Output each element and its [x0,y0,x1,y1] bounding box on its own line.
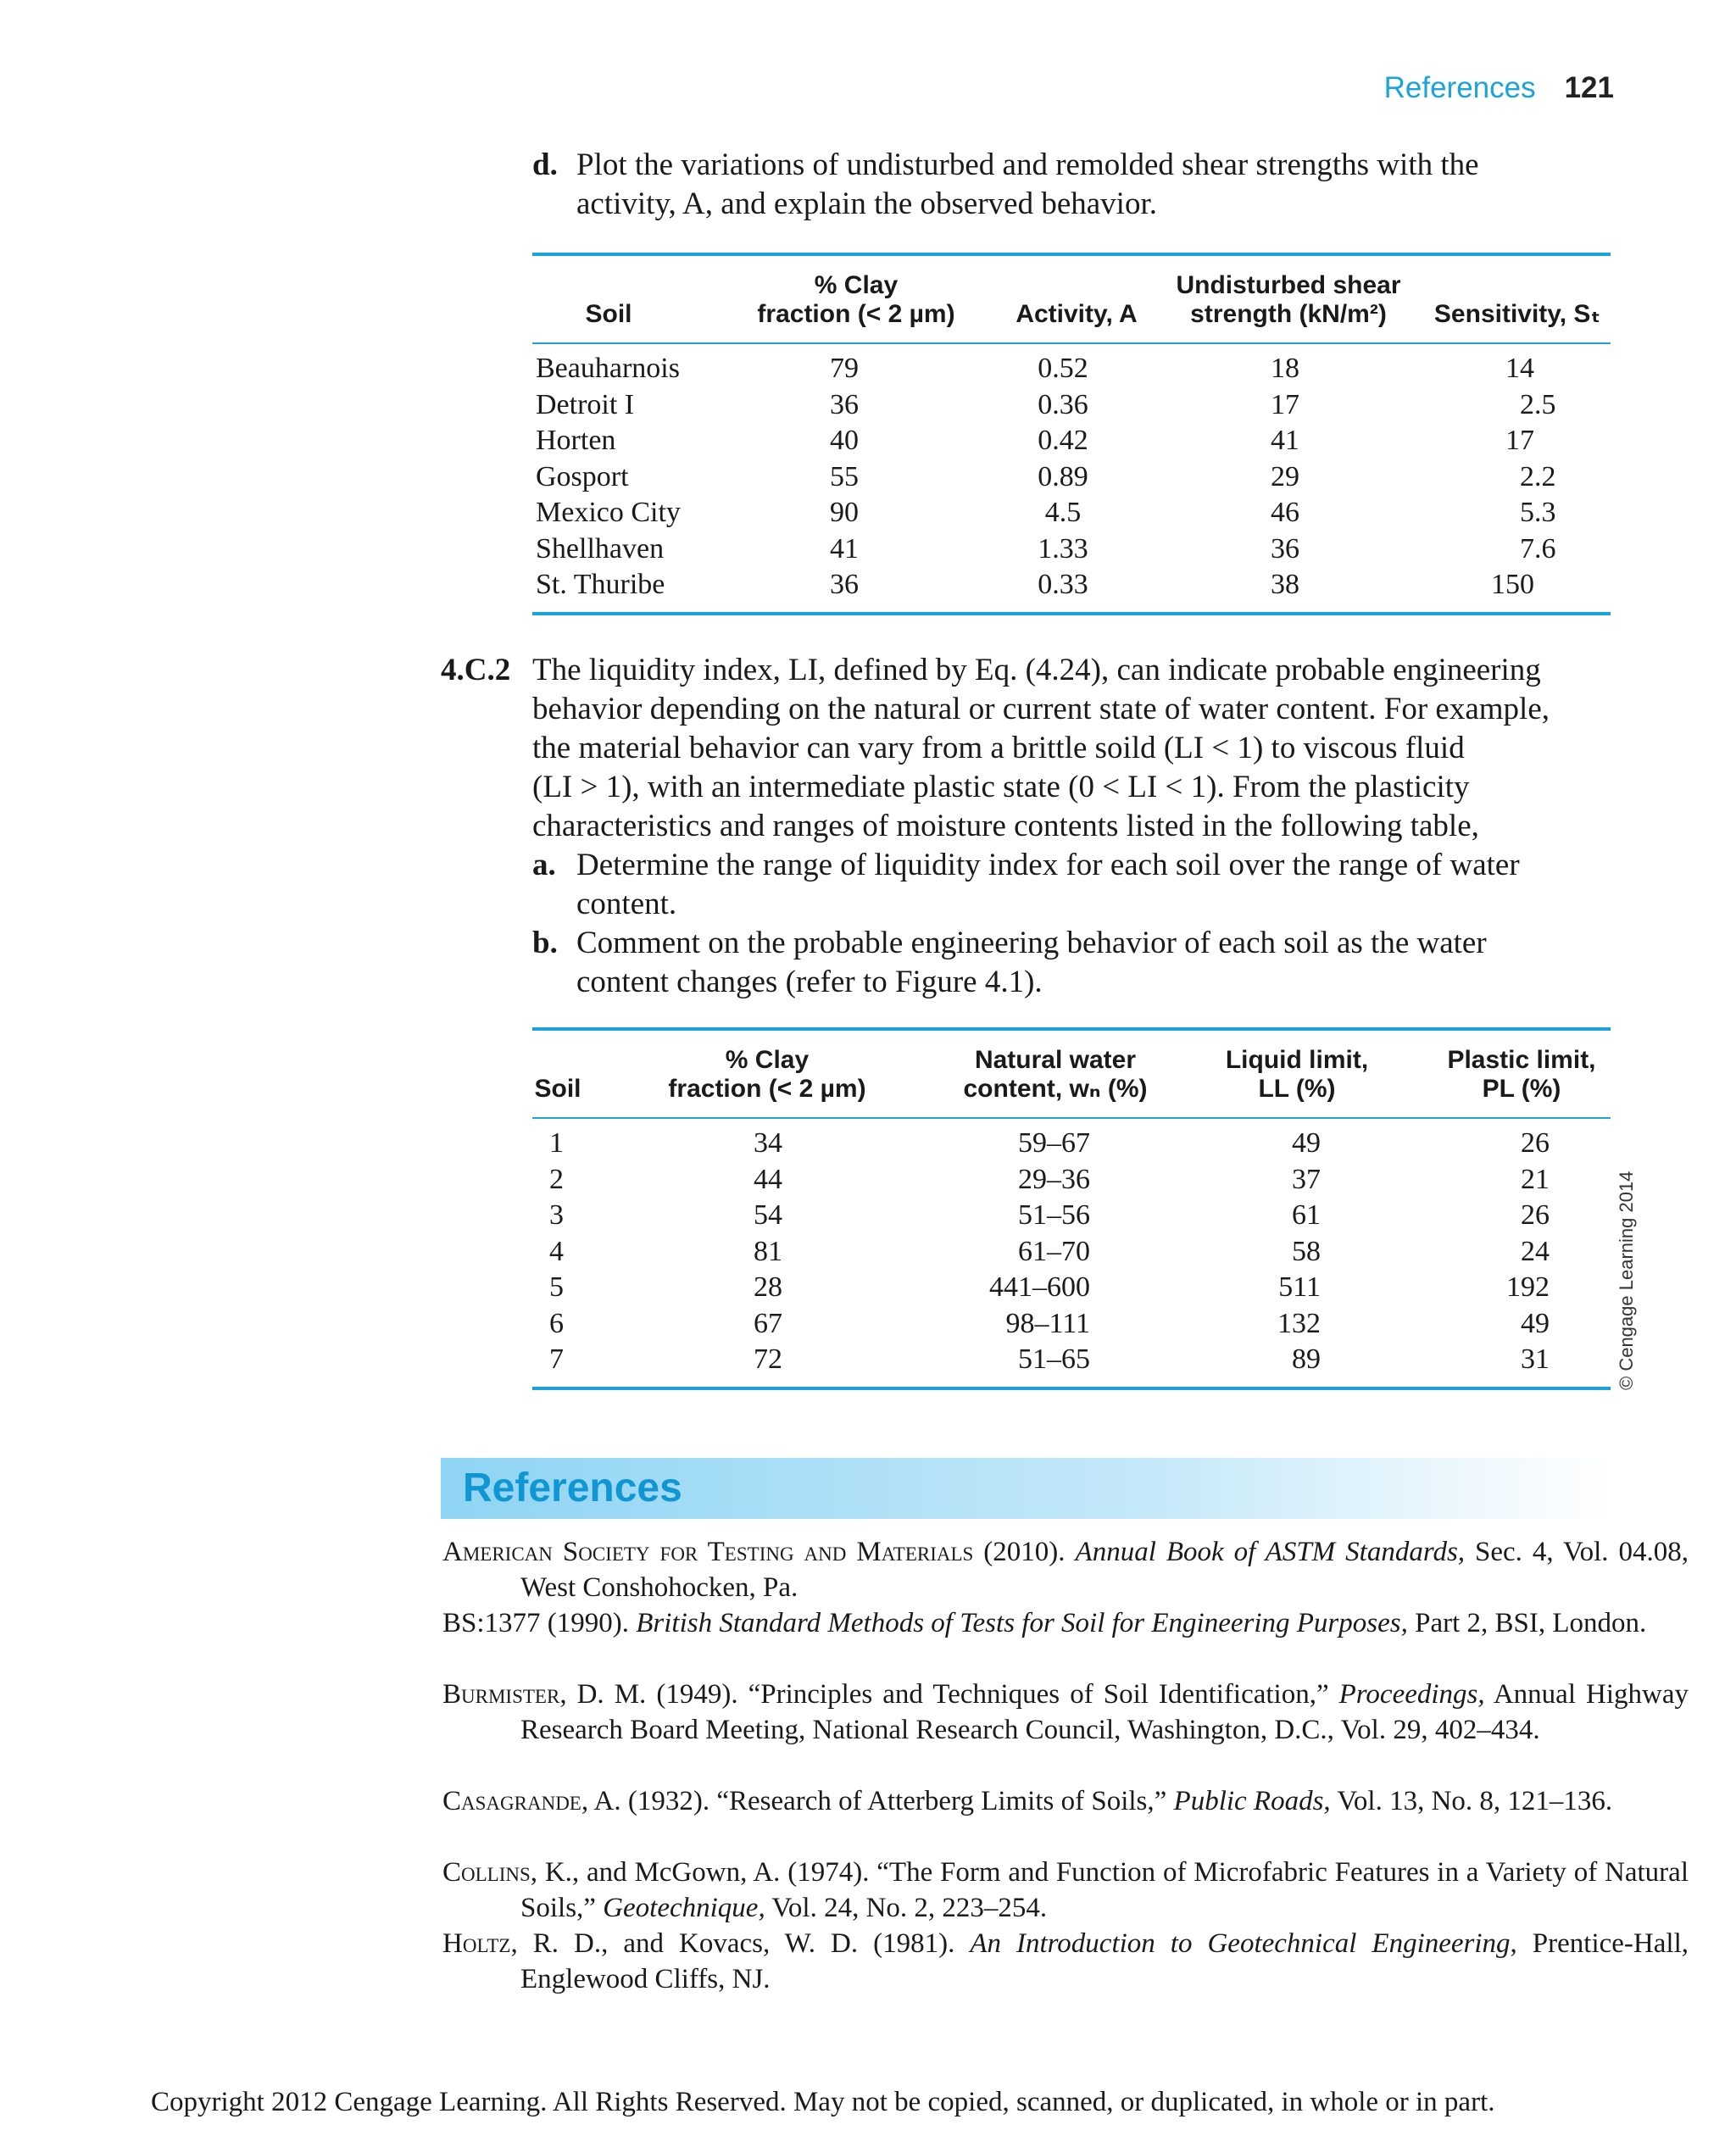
cell-int: 5 [1520,497,1534,528]
reference-entry [442,1605,1689,1641]
table-cell [1365,459,1636,495]
reference-entry [442,1926,1689,1997]
reference-source: Proceedings, [1338,1679,1485,1710]
page-number: 121 [1564,71,1614,104]
table-cell: 44 [754,1163,782,1195]
table-header-cell: Liquid limit, [1225,1046,1369,1074]
table-row-label: Detroit I [536,388,635,420]
table-row-label: 6 [549,1307,564,1339]
reference-author: Burmister [442,1679,560,1710]
table-cell: 49 [1521,1307,1550,1339]
table-header-cell: Activity, A [1015,300,1138,328]
section-name: References [1383,71,1536,104]
table-cell: 36 [1271,532,1299,565]
table-cell: 0.89 [1038,460,1088,492]
cell-int: 17 [1505,425,1534,456]
reference-author: Holtz [442,1928,511,1959]
table-header-cell: % Clay [725,1046,810,1074]
item-b-line: Comment on the probable engineering behavior of each soil as the water [576,926,1487,960]
table-row-label: 1 [549,1127,564,1159]
table-row-label: 7 [549,1343,564,1375]
reference-entry [442,1855,1689,1926]
reference-detail: Annual Highway Research Board Meeting, National Research Council, Washington, D.C., Vol. 29, 402–434. [520,1679,1689,1745]
problem-line: behavior depending on the natural or current state of water content. For example, [532,692,1550,726]
table-cell: 98–111 [1005,1307,1090,1339]
cell-int: 2 [1520,388,1534,420]
table-cell: 0.52 [1038,353,1088,384]
item-a-label: a. [532,848,556,882]
cell-int: 150 [1491,569,1534,600]
reference-source: Geotechnique, [603,1893,765,1923]
problem-text [532,651,1550,846]
table-header-cell: fraction (< 2 µm) [668,1075,866,1103]
table-cell: 29 [1271,460,1299,492]
table-cell [1365,351,1636,387]
item-d-line: activity, A, and explain the observed behavior. [576,186,1157,221]
reference-text: , R. D., and Kovacs, W. D. (1981). [510,1928,971,1959]
table-cell: 59–67 [1018,1127,1090,1159]
table-cell: 192 [1506,1271,1550,1303]
table-header-cell: strength (kN/m²) [1190,300,1387,328]
table-cell: 46 [1271,497,1299,528]
table-cell: 41 [830,532,859,565]
table-cell: 24 [1521,1235,1550,1267]
cell-frac: .6 [1534,532,1556,565]
reference-text: , A. (1932). “Research of Atterberg Limits of Soils,” [581,1786,1174,1816]
table-cell: 26 [1521,1199,1550,1231]
item-d-label: d. [532,147,558,182]
table-cell [1365,567,1636,603]
table-row-label: 3 [549,1199,564,1231]
item-a-text [576,846,1520,924]
references-title: References [463,1466,682,1510]
table-cell: 51–65 [1018,1343,1090,1375]
table-header-cell: LL (%) [1258,1075,1336,1103]
table2-header-rule [532,1117,1611,1119]
table-cell [1365,531,1636,567]
table-header-cell: Natural water [974,1046,1137,1074]
table-cell: 89 [1292,1343,1321,1375]
table-cell: 132 [1277,1307,1321,1339]
table-cell: 4.5 [1044,497,1082,528]
problem-line: The liquidity index, LI, defined by Eq. (4.24), can indicate probable engineering [532,653,1541,687]
table-header-cell: fraction (< 2 µm) [757,300,955,328]
table-row-label: 5 [549,1271,564,1303]
reference-author: American Society for Testing and Materials [442,1537,974,1567]
table-cell: 49 [1292,1127,1321,1159]
table-header-cell: PL (%) [1482,1075,1561,1103]
item-b-line: content changes (refer to Figure 4.1). [576,965,1043,999]
table-row-label: Beauharnois [536,353,680,384]
reference-author: Casagrande [442,1786,581,1816]
table-row-label: St. Thuribe [536,569,665,600]
table-cell: 41 [1271,425,1299,456]
table-cell: 61 [1292,1199,1321,1231]
table-cell: 28 [754,1271,782,1303]
reference-entry [442,1783,1689,1819]
reference-detail: Sec. 4, Vol. 04.08, West Conshohocken, Pa. [520,1537,1689,1603]
problem-line: characteristics and ranges of moisture contents listed in the following table, [532,809,1479,843]
table-cell: 54 [754,1199,782,1231]
table-header-cell: Plastic limit, [1447,1046,1596,1074]
table2-top-rule [532,1027,1611,1031]
table-cell: 81 [754,1235,782,1267]
cell-frac: .5 [1534,388,1556,420]
reference-source: British Standard Methods of Tests for Soil for Engineering Purposes, [636,1608,1408,1638]
item-b-text [576,924,1487,1002]
table-cell: 441–600 [989,1271,1090,1303]
table-header-cell: Soil [534,1075,581,1103]
cell-int: 2 [1520,460,1534,492]
table-cell: 72 [754,1343,782,1375]
reference-source: Public Roads, [1173,1786,1331,1816]
reference-source: An Introduction to Geotechnical Engineering [970,1928,1511,1959]
reference-detail: , Prentice-Hall, Englewood Cliffs, NJ. [520,1928,1689,1994]
running-header [1384,71,1614,105]
item-b-label: b. [532,926,558,960]
reference-text: , D. M. (1949). “Principles and Techniques of Soil Identification,” [559,1679,1339,1710]
table-cell: 67 [754,1307,782,1339]
reference-entry [442,1534,1689,1605]
reference-text: , K., and McGown, A. (1974). “The Form and Function of Microfabric Features in a Variety of Natural Soils,” [520,1857,1689,1923]
table-cell: 90 [830,497,859,528]
table-row-label: Horten [536,425,616,456]
table-cell: 29–36 [1018,1163,1090,1195]
table1-header-rule [532,342,1611,344]
item-d-text [576,146,1479,224]
table-row-label: 2 [549,1163,564,1195]
item-a-line: content. [576,887,677,921]
table-cell: 0.42 [1038,425,1088,456]
problem-number: 4.C.2 [441,653,511,687]
table-cell [1365,495,1636,531]
table-row-label: 4 [549,1235,564,1267]
table-header-cell: Undisturbed shear [1176,271,1401,299]
table-row-label: Mexico City [536,497,681,528]
reference-detail: Part 2, BSI, London. [1407,1608,1647,1638]
table-header-cell: % Clay [814,271,899,299]
reference-author: Collins [442,1857,531,1888]
cell-int: 14 [1505,353,1534,384]
table-header-cell: content, wₙ (%) [963,1075,1148,1103]
table-cell: 17 [1271,388,1299,420]
problem-line: (LI > 1), with an intermediate plastic state (0 < LI < 1). From the plasticity [532,770,1470,804]
table-cell [1365,423,1636,459]
table-cell: 34 [754,1127,782,1159]
table-row-label: Gosport [536,460,629,492]
cell-frac: .2 [1534,460,1556,492]
table-cell: 36 [830,569,859,600]
table-cell: 18 [1271,353,1299,384]
table-cell: 61–70 [1018,1235,1090,1267]
reference-entry [442,1677,1689,1748]
table-cell: 40 [830,425,859,456]
table-row-label: Shellhaven [536,532,665,565]
problem-line: the material behavior can vary from a brittle soild (LI < 1) to viscous fluid [532,731,1465,765]
table-cell: 0.33 [1038,569,1088,600]
reference-source: Annual Book of ASTM Standards, [1075,1537,1466,1567]
table-cell: 79 [830,353,859,384]
side-credit: © Cengage Learning 2014 [1616,1171,1637,1390]
table-cell: 55 [830,460,859,492]
table-header-cell: Soil [585,300,632,328]
table1-bottom-rule [532,612,1611,615]
table-cell: 51–56 [1018,1199,1090,1231]
table2-bottom-rule [532,1387,1611,1390]
item-a-line: Determine the range of liquidity index for each soil over the range of water [576,848,1520,882]
table-cell: 37 [1292,1163,1321,1195]
copyright-footer: Copyright 2012 Cengage Learning. All Rights Reserved. May not be copied, scanned, or duplicated, in whole or in part. [151,2087,1495,2117]
table-cell: 58 [1292,1235,1321,1267]
reference-detail: Vol. 24, No. 2, 223–254. [765,1893,1048,1923]
cell-frac: .3 [1534,497,1556,528]
table1-top-rule [532,253,1611,256]
reference-detail: Vol. 13, No. 8, 121–136. [1330,1786,1613,1816]
table-cell [1365,387,1636,423]
table-header-cell: Sensitivity, Sₜ [1433,300,1601,328]
table-cell: 31 [1521,1343,1550,1375]
table-cell: 26 [1521,1127,1550,1159]
reference-text: (2010). [973,1537,1076,1567]
table-cell: 511 [1278,1271,1321,1303]
cell-int: 7 [1520,532,1534,565]
reference-text: BS:1377 (1990). [442,1608,637,1638]
table-cell: 1.33 [1038,532,1088,565]
item-d-line: Plot the variations of undisturbed and remolded shear strengths with the [576,147,1479,182]
table-cell: 36 [830,388,859,420]
table-cell: 21 [1521,1163,1550,1195]
table-cell: 0.36 [1038,388,1088,420]
table-cell: 38 [1271,569,1299,600]
